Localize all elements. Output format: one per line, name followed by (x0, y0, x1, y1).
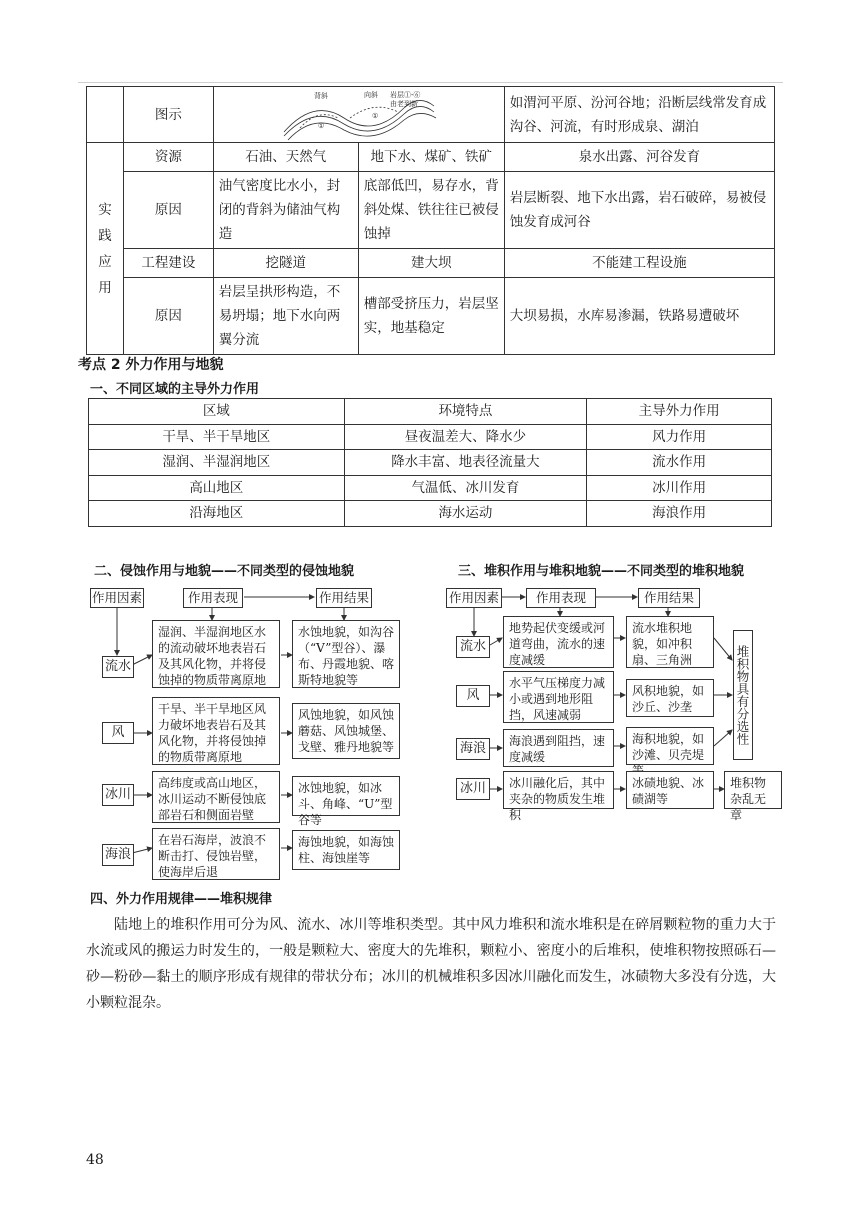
deposition-agent-water: 流水 (456, 636, 490, 658)
erosion-manifest-glacier: 高纬度或高山地区，冰川运动不断侵蚀底部岩石和侧面岩壁 (152, 771, 280, 823)
erosion-manifest-wind: 干旱、半干旱地区风力破坏地表岩石及其风化物，并将侵蚀掉的物质带离原地 (152, 697, 280, 765)
table-header-row (89, 399, 772, 425)
reason-label: 原因 (123, 172, 213, 249)
layer-mark-2: ① (371, 111, 379, 120)
deposition-manifest-wind: 水平气压梯度力减小或遇到地形阻挡，风速减弱 (503, 671, 614, 723)
engineering-fault: 不能建工程设施 (504, 249, 774, 278)
table-row: 湿润、半湿润地区 降水丰富、地表径流量大 流水作用 (89, 450, 772, 476)
erosion-header-result: 作用结果 (316, 588, 372, 608)
erosion-manifest-wave: 在岩石海岸，波浪不断击打、侵蚀岩壁，使海岸后退 (152, 828, 280, 880)
fault-example: 如渭河平原、汾河谷地；沿断层线常发育成沟谷、河流，有时形成泉、湖泊 (504, 87, 774, 143)
external-force-table (88, 398, 772, 527)
reason2-syncline: 槽部受挤压力，岩层坚实，地基稳定 (358, 278, 504, 355)
deposition-agent-wave: 海浪 (456, 738, 490, 760)
deposition-agent-glacier: 冰川 (456, 778, 490, 800)
table-row: 沿海地区 海水运动 海浪作用 (89, 501, 772, 527)
resource-anticline: 石油、天然气 (213, 143, 358, 172)
deposition-sorting-box: 堆积物具有分选性 (733, 630, 753, 760)
practice-label: 实 践 应 用 (87, 143, 124, 355)
table-row: 干旱、半干旱地区 昼夜温差大、降水少 风力作用 (89, 424, 772, 450)
deposition-manifest-wave: 海浪遇到阻挡，速度减缓 (503, 729, 614, 767)
subsection-4-title: 四、外力作用规律——堆积规律 (90, 892, 273, 907)
deposition-agent-wind: 风 (456, 685, 490, 707)
reason-fault: 岩层断裂、地下水出露，岩石破碎，易被侵蚀发育成河谷 (504, 172, 774, 249)
anticline-label: 背斜 (313, 91, 328, 100)
engineering-anticline: 挖隧道 (213, 249, 358, 278)
reason-anticline: 油气密度比水小，封闭的背斜为储油气构造 (213, 172, 358, 249)
erosion-result-wind: 风蚀地貌，如风蚀蘑菇、风蚀城堡、戈壁、雅丹地貌等 (292, 703, 400, 759)
fold-diagram (214, 88, 502, 142)
deposition-header-result: 作用结果 (638, 588, 700, 608)
resource-label: 资源 (123, 143, 213, 172)
strata-order-label: 由老到新 (389, 99, 418, 108)
table-row: 高山地区 气温低、冰川发育 冰川作用 (89, 475, 772, 501)
fold-diagram-cell (213, 87, 504, 143)
deposition-title: 三、堆积作用与堆积地貌——不同类型的堆积地貌 (458, 564, 745, 579)
engineering-syncline: 建大坝 (358, 249, 504, 278)
reason2-fault: 大坝易损，水库易渗漏，铁路易遭破坏 (504, 278, 774, 355)
page-number: 48 (86, 1152, 104, 1168)
engineering-label: 工程建设 (123, 249, 213, 278)
erosion-agent-glacier: 冰川 (102, 784, 134, 806)
deposition-manifest-water: 地势起伏变缓或河道弯曲，流水的速度减缓 (503, 616, 614, 668)
structure-table (86, 86, 775, 355)
section-title: 考点 2 外力作用与地貌 (78, 357, 224, 373)
erosion-result-water: 水蚀地貌，如沟谷（“V”型谷）、瀑布、丹霞地貌、喀斯特地貌等 (292, 620, 400, 688)
erosion-result-glacier: 冰蚀地貌，如冰斗、角峰、“U”型谷等 (292, 776, 400, 816)
header-force: 主导外力作用 (587, 399, 772, 425)
erosion-manifest-water: 湿润、半湿润地区水的流动破坏地表岩石及其风化物，并将侵蚀掉的物质带离原地 (152, 620, 280, 688)
layer-mark-1: ① (317, 121, 325, 130)
erosion-agent-wind: 风 (102, 722, 134, 744)
deposition-unsorted-box: 堆积物杂乱无章 (724, 771, 782, 809)
header-region: 区域 (89, 399, 345, 425)
deposition-manifest-glacier: 冰川融化后，其中夹杂的物质发生堆积 (503, 771, 614, 809)
header-environment: 环境特点 (344, 399, 587, 425)
diagram-label: 图示 (123, 87, 213, 143)
strata-label: 岩层①-⑥ (389, 90, 421, 99)
resource-syncline: 地下水、煤矿、铁矿 (358, 143, 504, 172)
deposition-result-glacier: 冰碛地貌、冰碛湖等 (626, 771, 714, 809)
deposition-rule-paragraph: 陆地上的堆积作用可分为风、流水、冰川等堆积类型。其中风力堆积和流水堆积是在碎屑颗粒物的重力大于水流或风的搬运力时发生的，一般是颗粒大、密度大的先堆积，颗粒小、密度小的后堆积，使堆积物按照砾石—砂—粉砂—黏土的顺序形成有规律的带状分布；冰川的机械堆积多因冰川融化而发生，冰碛物大多没有分选，大小颗粒混杂。 (86, 917, 776, 1011)
header-rule (78, 82, 783, 83)
deposition-result-wave: 海积地貌，如沙滩、贝壳堤 (626, 727, 714, 765)
deposition-header-factor: 作用因素 (446, 588, 502, 608)
erosion-agent-water: 流水 (102, 656, 134, 678)
deposition-result-wind: 风积地貌，如沙丘、沙垄 (626, 679, 714, 717)
erosion-agent-wave: 海浪 (102, 844, 134, 866)
subsection-1-title: 一、不同区域的主导外力作用 (90, 382, 260, 397)
resource-fault: 泉水出露、河谷发育 (504, 143, 774, 172)
erosion-header-manifest: 作用表现 (183, 588, 243, 608)
reason2-anticline: 岩层呈拱形构造，不易坍塌；地下水向两翼分流 (213, 278, 358, 355)
erosion-header-factor: 作用因素 (90, 588, 144, 608)
reason-syncline: 底部低凹，易存水，背斜处煤、铁往往已被侵蚀掉 (358, 172, 504, 249)
deposition-result-water: 流水堆积地貌，如冲积扇、三角洲 (626, 616, 714, 668)
deposition-header-manifest: 作用表现 (526, 588, 596, 608)
reason2-label: 原因 (123, 278, 213, 355)
erosion-title: 二、侵蚀作用与地貌——不同类型的侵蚀地貌 (94, 564, 355, 579)
syncline-label: 向斜 (363, 90, 378, 99)
erosion-result-wave: 海蚀地貌，如海蚀柱、海蚀崖等 (292, 830, 400, 870)
